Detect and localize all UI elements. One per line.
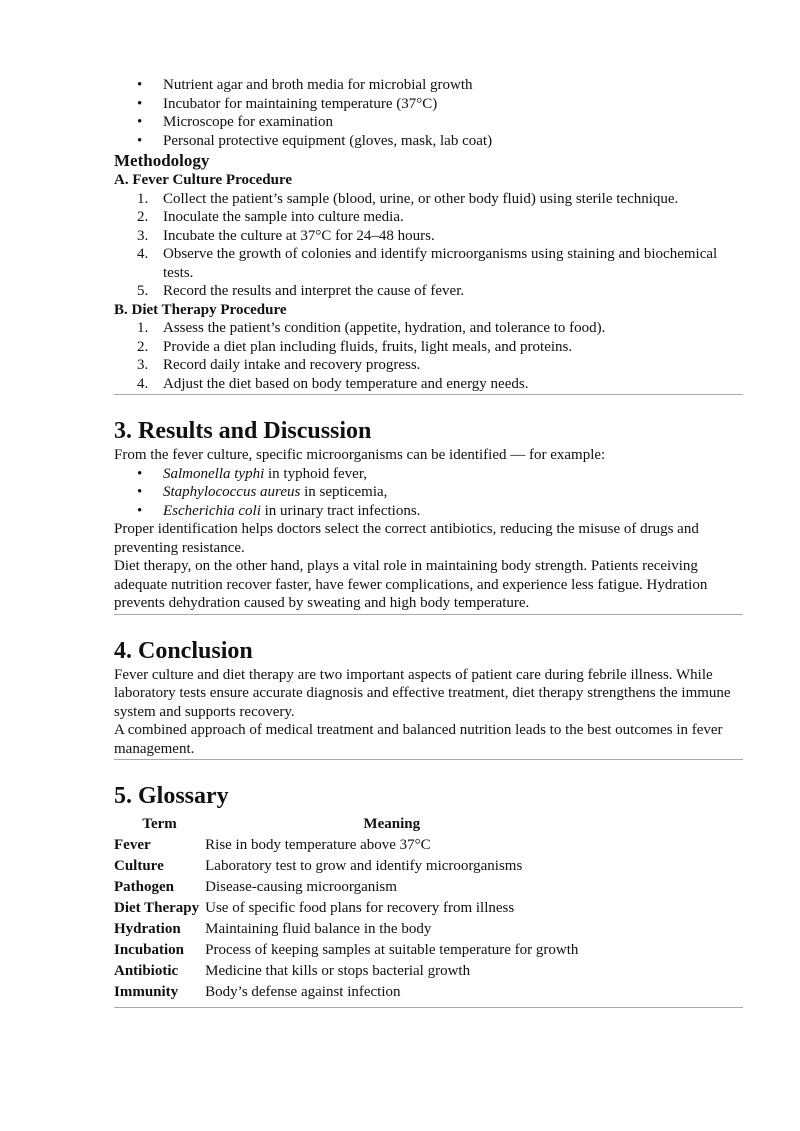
list-item: • Incubator for maintaining temperature (37°C): [114, 95, 743, 114]
results-heading: 3. Results and Discussion: [114, 418, 372, 444]
list-item: [114, 190, 743, 209]
table-row: [114, 877, 578, 898]
list-item: [114, 319, 743, 338]
glossary-meaning: Laboratory test to grow and identify microorganisms: [205, 857, 523, 874]
glossary-table: [114, 814, 578, 1003]
table-row: [114, 961, 578, 982]
list-item: • Personal protective equipment (gloves, mask, lab coat): [114, 132, 743, 151]
page-end-divider: [114, 1007, 743, 1008]
list-item: [114, 375, 743, 394]
table-row: [114, 898, 578, 919]
glossary-meaning: Rise in body temperature above 37°C: [205, 836, 431, 853]
list-item: [114, 245, 743, 282]
column-header-term: Term: [142, 816, 177, 832]
glossary-meaning: Maintaining fluid balance in the body: [205, 920, 432, 937]
list-item: [114, 483, 743, 502]
conclusion-paragraph: A combined approach of medical treatment and balanced nutrition leads to the best outcomes in fever management.: [114, 722, 723, 757]
list-item: [114, 356, 743, 375]
glossary-meaning: Disease-causing microorganism: [205, 878, 397, 895]
table-row: [114, 856, 578, 877]
step-number: 4.: [137, 375, 149, 392]
glossary-meaning: Medicine that kills or stops bacterial growth: [205, 963, 471, 980]
glossary-meaning: Process of keeping samples at suitable temperature for growth: [205, 941, 579, 958]
methodology-heading: Methodology: [114, 151, 210, 170]
step-number: 2.: [137, 209, 149, 225]
organism-context: in urinary tract infections.: [260, 502, 421, 519]
table-row: [114, 940, 578, 961]
document-content: [114, 76, 743, 1003]
glossary-term: Diet Therapy: [114, 899, 200, 916]
conclusion-heading: 4. Conclusion: [114, 637, 253, 664]
step-text: Assess the patient’s condition (appetite, hydration, and tolerance to food).: [163, 320, 606, 336]
step-number: 4.: [137, 246, 149, 262]
step-number: 2.: [137, 338, 149, 355]
step-text: Record daily intake and recovery progress.: [163, 357, 421, 373]
organism-name: Staphylococcus aureus: [163, 484, 301, 500]
glossary-term: Culture: [114, 857, 164, 874]
glossary-term: Pathogen: [114, 878, 174, 895]
step-text: Record the results and interpret the cause of fever.: [163, 283, 465, 299]
step-number: 1.: [137, 320, 149, 336]
list-item: [114, 282, 743, 301]
step-text: Provide a diet plan including fluids, fruits, light meals, and proteins.: [163, 338, 573, 355]
step-text: Collect the patient’s sample (blood, urine, or other body fluid) using sterile technique.: [163, 190, 679, 207]
organism-examples-list: [114, 465, 743, 521]
list-item: [114, 208, 743, 227]
table-row: [114, 982, 578, 1003]
step-number: 5.: [137, 283, 149, 299]
column-header-meaning: Meaning: [363, 816, 421, 832]
glossary-term: Fever: [114, 836, 151, 853]
step-number: 1.: [137, 190, 149, 207]
glossary-term: Hydration: [114, 920, 181, 937]
section-divider: [114, 614, 743, 615]
glossary-meaning: Use of specific food plans for recovery from illness: [205, 899, 515, 916]
step-text: Incubate the culture at 37°C for 24–48 hours.: [163, 227, 435, 244]
step-text: Adjust the diet based on body temperature and energy needs.: [163, 375, 529, 392]
materials-list: [114, 76, 743, 150]
glossary-meaning: Body’s defense against infection: [205, 984, 401, 1001]
section-divider: [114, 759, 743, 760]
results-paragraph: Proper identification helps doctors select the correct antibiotics, reducing the misuse of drugs and preventing resistance.: [114, 521, 699, 556]
fever-culture-steps: [114, 190, 743, 301]
list-item: • Microscope for examination: [114, 113, 743, 132]
glossary-term: Antibiotic: [114, 963, 179, 980]
glossary-term: Incubation: [114, 941, 185, 958]
results-intro: From the fever culture, specific microorganisms can be identified — for example:: [114, 447, 606, 463]
step-number: 3.: [137, 357, 149, 373]
fever-culture-heading: A. Fever Culture Procedure: [114, 172, 293, 188]
step-number: 3.: [137, 227, 149, 244]
list-item: [114, 227, 743, 246]
table-row: [114, 919, 578, 940]
glossary-heading: 5. Glossary: [114, 783, 229, 809]
conclusion-paragraph: Fever culture and diet therapy are two important aspects of patient care during febrile illness. While laboratory tests ensure accurate diagnosis and effective treatment, diet therapy strengthens the immune system and supports recovery.: [114, 666, 731, 720]
organism-context: in septicemia,: [300, 484, 388, 500]
organism-name: Escherichia coli: [163, 502, 261, 519]
glossary-term: Immunity: [114, 984, 179, 1001]
list-item: • Nutrient agar and broth media for microbial growth: [114, 76, 743, 95]
list-item: [114, 465, 743, 484]
section-divider: [114, 394, 743, 395]
step-text: Inoculate the sample into culture media.: [163, 209, 404, 225]
organism-name: Salmonella typhi: [163, 465, 265, 482]
list-item: [114, 502, 743, 521]
list-item: [114, 338, 743, 357]
table-header-row: [114, 814, 578, 835]
organism-context: in typhoid fever,: [264, 465, 367, 482]
diet-therapy-steps: [114, 319, 743, 393]
table-row: [114, 835, 578, 856]
results-paragraph: Diet therapy, on the other hand, plays a vital role in maintaining body strength. Patients receiving adequate nutrition recover faster, have fewer complications, and experience less fatigue. Hydration prevents dehydration caused by sweating and high body temperature.: [114, 558, 708, 611]
step-text: Observe the growth of colonies and identify microorganisms using staining and biochemical tests.: [163, 246, 718, 281]
diet-therapy-heading: B. Diet Therapy Procedure: [114, 301, 287, 318]
